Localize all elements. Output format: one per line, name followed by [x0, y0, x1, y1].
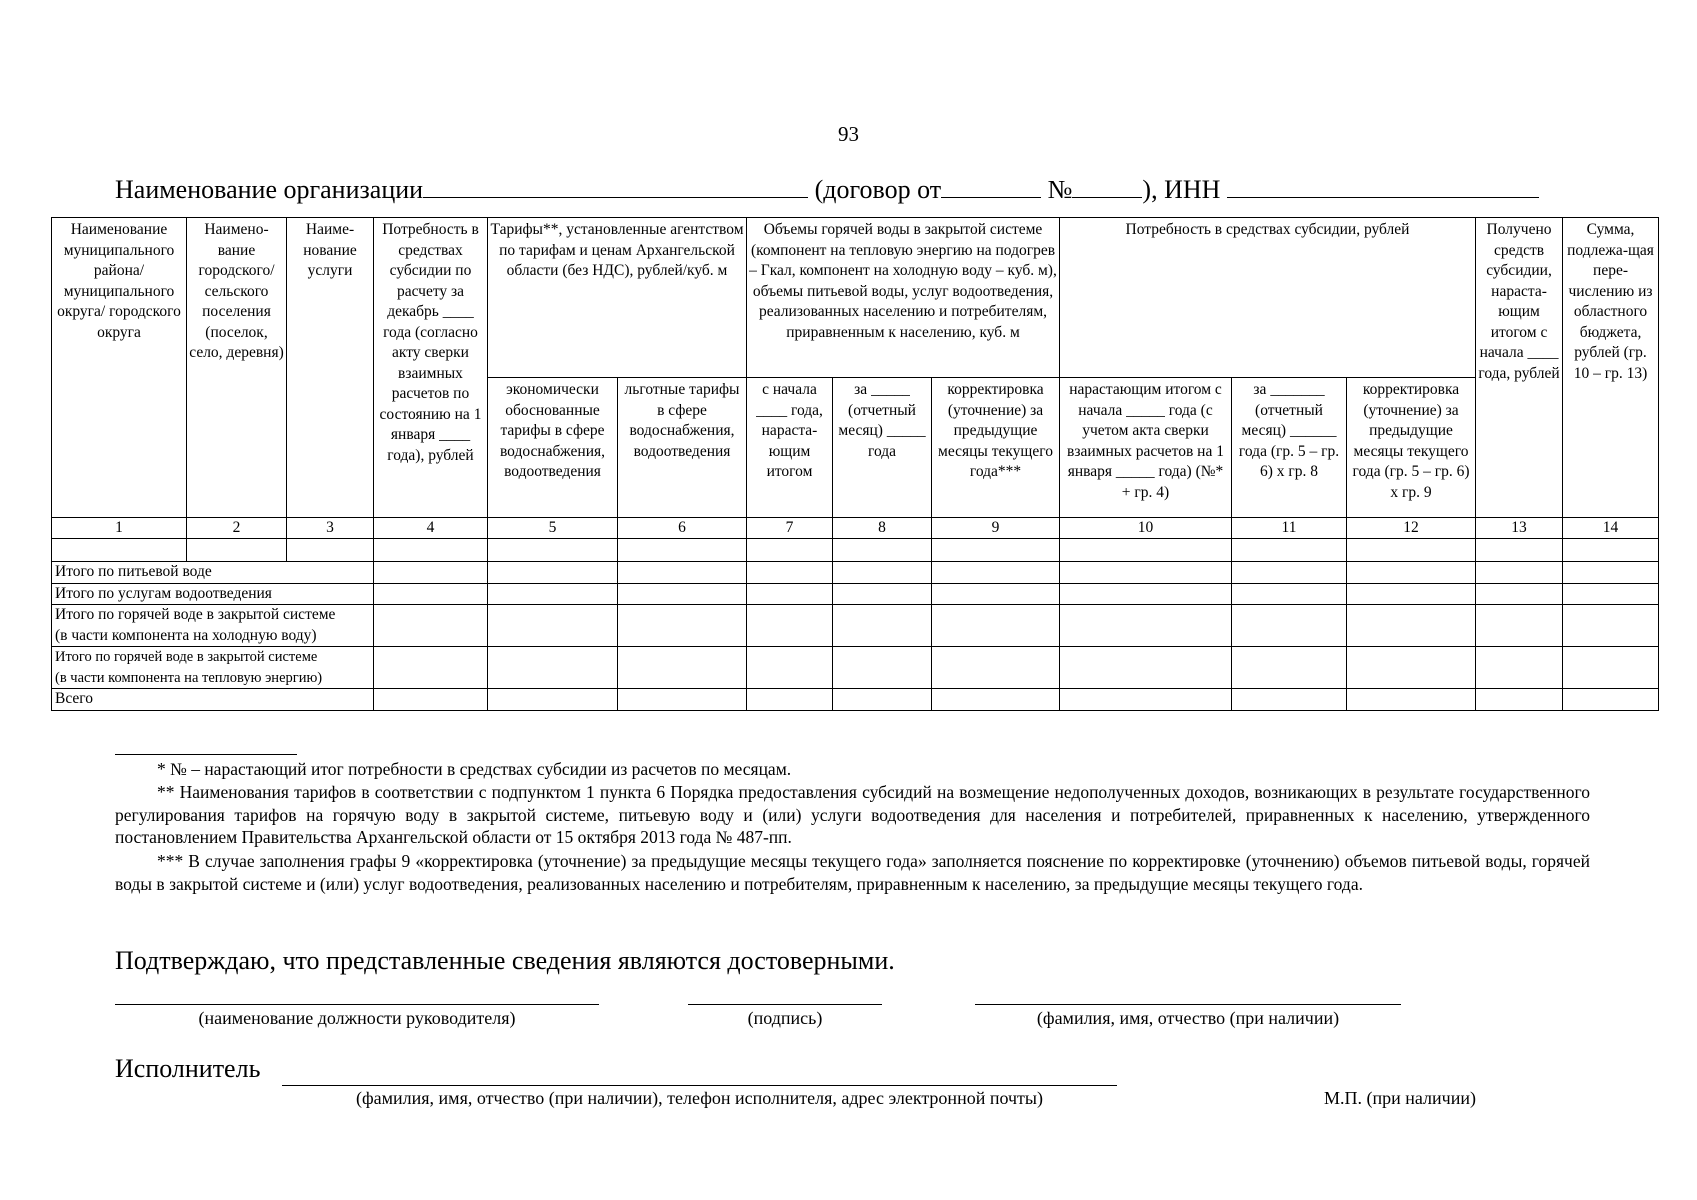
footnote-1	[115, 758, 1590, 781]
table-cell[interactable]	[833, 562, 932, 584]
table-cell[interactable]	[1563, 647, 1659, 689]
contract-date-field[interactable]	[941, 173, 1041, 198]
col-number: 11	[1232, 518, 1347, 539]
table-cell[interactable]	[1347, 539, 1476, 562]
table-cell[interactable]	[1060, 562, 1232, 584]
header-col1: Наименование муниципального района/ муниципального округа/ городского округа	[52, 218, 187, 518]
table-cell[interactable]	[618, 647, 747, 689]
table-cell[interactable]	[1563, 689, 1659, 711]
table-cell[interactable]	[52, 539, 187, 562]
row-label-total: Всего	[52, 689, 374, 711]
table-cell[interactable]	[932, 647, 1060, 689]
col11-text-a: за	[1253, 381, 1267, 398]
table-cell[interactable]	[1060, 647, 1232, 689]
row-sewage	[52, 583, 1659, 605]
row-label-hot-water-heat	[52, 647, 374, 689]
table-cell[interactable]	[833, 605, 932, 647]
col-number: 7	[747, 518, 833, 539]
table-cell[interactable]	[1060, 583, 1232, 605]
header-col3: Наиме-нование услуги	[287, 218, 374, 518]
col-number: 10	[1060, 518, 1232, 539]
table-cell[interactable]	[1232, 605, 1347, 647]
col8-text-b: (отчетный месяц)	[838, 401, 916, 439]
row-label-line: Итого по горячей воде в закрытой системе	[55, 606, 336, 623]
table-cell[interactable]	[932, 562, 1060, 584]
fio-signature-line[interactable]	[975, 1004, 1401, 1005]
org-name-field[interactable]	[423, 173, 808, 198]
table-cell[interactable]	[1232, 689, 1347, 711]
footnote-1-text: * № – нарастающий итог потребности в средствах субсидии из расчетов по месяцам.	[157, 759, 792, 779]
header-col11: за _______ (отчетный месяц) ______ года (гр. 5 – гр. 6) х гр. 8	[1232, 378, 1347, 518]
table-cell[interactable]	[618, 539, 747, 562]
col-number: 14	[1563, 518, 1659, 539]
col4-text-a: Потребность в средствах субсидии по расчету за декабрь	[382, 221, 479, 320]
table-cell[interactable]	[374, 605, 488, 647]
col10-text-a: нарастающим итогом с начала	[1069, 381, 1222, 419]
contract-number-field[interactable]	[1072, 173, 1142, 198]
col-number: 4	[374, 518, 488, 539]
table-cell[interactable]	[1232, 562, 1347, 584]
col-number: 2	[187, 518, 287, 539]
table-cell[interactable]	[1347, 605, 1476, 647]
column-number-row	[52, 518, 1659, 539]
sign-signature-line[interactable]	[688, 1004, 882, 1005]
inn-field[interactable]	[1227, 173, 1539, 198]
subsidy-form-table	[51, 217, 1659, 711]
col8-text-a: за	[854, 381, 868, 398]
organization-header-line	[115, 173, 1539, 206]
table-cell[interactable]	[1563, 583, 1659, 605]
header-col4: Потребность в средствах субсидии по расчету за декабрь ____ года (согласно акту сверки взаимных расчетов по состоянию на 1 января ____ года), рублей	[374, 218, 488, 518]
table-cell[interactable]	[833, 583, 932, 605]
table-cell[interactable]	[618, 689, 747, 711]
footnote-3	[115, 850, 1590, 895]
contract-number-label: №	[1047, 175, 1073, 204]
col-number: 8	[833, 518, 932, 539]
header-col9: корректировка (уточнение) за предыдущие месяцы текущего года***	[932, 378, 1060, 518]
inn-label: ), ИНН	[1142, 175, 1221, 204]
table-cell[interactable]	[374, 689, 488, 711]
row-label-line: (в части компонента на холодную воду)	[55, 626, 317, 644]
table-cell[interactable]	[747, 689, 833, 711]
col-number: 3	[287, 518, 374, 539]
position-signature-line[interactable]	[115, 1004, 599, 1005]
row-hot-water-heat-component	[52, 647, 1659, 689]
table-cell[interactable]	[187, 539, 287, 562]
table-cell[interactable]	[1347, 689, 1476, 711]
table-cell[interactable]	[932, 539, 1060, 562]
col7-text-a: с начала	[762, 381, 817, 398]
table-cell[interactable]	[1563, 605, 1659, 647]
table-cell[interactable]	[747, 605, 833, 647]
header-col8: за _____ (отчетный месяц) _____ года	[833, 378, 932, 518]
table-cell[interactable]	[488, 539, 618, 562]
table-cell[interactable]	[287, 539, 374, 562]
table-cell[interactable]	[374, 583, 488, 605]
table-cell[interactable]	[747, 583, 833, 605]
table-cell[interactable]	[1232, 583, 1347, 605]
page-number: 93	[838, 122, 859, 146]
table-cell[interactable]	[374, 647, 488, 689]
col-number: 12	[1347, 518, 1476, 539]
col13-text-a: Получено средств субсидии, нараста-ющим итогом с начала	[1479, 221, 1552, 361]
table-cell[interactable]	[488, 605, 618, 647]
table-cell[interactable]	[833, 539, 932, 562]
table-cell[interactable]	[1563, 539, 1659, 562]
table-cell[interactable]	[1476, 647, 1563, 689]
header-col10: нарастающим итогом с начала _____ года (с учетом акта сверки взаимных расчетов на 1 января _____ года) (№* + гр. 4)	[1060, 378, 1232, 518]
row-label-sewage: Итого по услугам водоотведения	[52, 583, 374, 605]
table-cell[interactable]	[1060, 605, 1232, 647]
data-entry-row	[52, 539, 1659, 562]
row-label-hot-water-cold	[52, 605, 374, 647]
table-cell[interactable]	[932, 605, 1060, 647]
table-cell[interactable]	[1476, 562, 1563, 584]
table-cell[interactable]	[1563, 562, 1659, 584]
col-number: 6	[618, 518, 747, 539]
row-label-line: Итого по горячей воде в закрытой системе	[55, 649, 318, 665]
row-total	[52, 689, 1659, 711]
table-cell[interactable]	[374, 539, 488, 562]
table-cell[interactable]	[833, 689, 932, 711]
table-cell[interactable]	[618, 583, 747, 605]
table-cell[interactable]	[1476, 583, 1563, 605]
row-drinking-water	[52, 562, 1659, 584]
col7-text-b: года, нараста-ющим итогом	[761, 401, 823, 480]
header-tariffs-group: Тарифы**, установленные агентством по тарифам и ценам Архангельской области (без НДС), рублей/куб. м	[488, 218, 747, 378]
footnote-divider	[115, 754, 297, 755]
header-col13: Получено средств субсидии, нараста-ющим итогом с начала ____ года, рублей	[1476, 218, 1563, 518]
table-cell[interactable]	[618, 562, 747, 584]
footnote-3-text: *** В случае заполнения графы 9 «корректировка (уточнение) за предыдущие месяцы текущего года» заполняется пояснение по корректировке (уточнению) объемов питьевой воды, горячей воды в закрытой системе и (или) услуг водоотведения, реализованных населению и потребителям, приравненным к населению, за предыдущие месяцы текущего года.	[115, 851, 1590, 894]
executor-line[interactable]	[282, 1085, 1117, 1086]
table-cell[interactable]	[618, 605, 747, 647]
table-cell[interactable]	[1347, 562, 1476, 584]
header-col6: льготные тарифы в сфере водоснабжения, водоотведения	[618, 378, 747, 518]
header-col5: экономически обоснованные тарифы в сфере водоснабжения, водоотведения	[488, 378, 618, 518]
col4-text-c: года), рублей	[387, 446, 474, 464]
table-cell[interactable]	[1347, 647, 1476, 689]
executor-label: Исполнитель	[115, 1054, 261, 1083]
stamp-label: М.П. (при наличии)	[1324, 1088, 1476, 1108]
confirmation-statement: Подтверждаю, что представленные сведения являются достоверными.	[115, 946, 895, 975]
header-col2: Наимено-вание городского/ сельского поселения (поселок, село, деревня)	[187, 218, 287, 518]
table-cell[interactable]	[1060, 539, 1232, 562]
col10-text-b: года (с учетом акта сверки взаимных расчетов на 1 января	[1067, 401, 1224, 480]
col11-text-b: (отчетный месяц)	[1241, 401, 1323, 439]
table-cell[interactable]	[488, 583, 618, 605]
table-cell[interactable]	[1347, 583, 1476, 605]
table-cell[interactable]	[932, 583, 1060, 605]
col4-text-b: года (согласно акту сверки взаимных расчетов по состоянию на 1 января	[379, 323, 482, 443]
fio-label: (фамилия, имя, отчество (при наличии)	[1036, 1008, 1340, 1028]
footnote-2	[115, 781, 1590, 849]
table-cell[interactable]	[374, 562, 488, 584]
col-number: 13	[1476, 518, 1563, 539]
header-col14: Сумма, подлежа-щая пере-числению из областного бюджета, рублей (гр. 10 – гр. 13)	[1563, 218, 1659, 518]
header-col12: корректировка (уточнение) за предыдущие месяцы текущего года (гр. 5 – гр. 6) х гр. 9	[1347, 378, 1476, 518]
table-cell[interactable]	[1232, 647, 1347, 689]
table-cell[interactable]	[1060, 689, 1232, 711]
row-hot-water-cold-component	[52, 605, 1659, 647]
table-cell[interactable]	[747, 539, 833, 562]
table-cell[interactable]	[932, 689, 1060, 711]
position-label: (наименование должности руководителя)	[198, 1008, 516, 1028]
col-number: 5	[488, 518, 618, 539]
col-number: 9	[932, 518, 1060, 539]
org-name-label: Наименование организации	[115, 175, 424, 204]
table-cell[interactable]	[747, 647, 833, 689]
sign-label: (подпись)	[747, 1008, 823, 1028]
header-volumes-group: Объемы горячей воды в закрытой системе (компонент на тепловую энергию на подогрев – Гкал, компонент на холодную воду – куб. м), объемы питьевой воды, услуг водоотведения, реализованных населению и потребителям, приравненным к населению, куб. м	[747, 218, 1060, 378]
table-cell[interactable]	[488, 689, 618, 711]
col8-text-c: года	[867, 442, 897, 460]
executor-hint: (фамилия, имя, отчество (при наличии), телефон исполнителя, адрес электронной почты)	[355, 1088, 1044, 1108]
header-row-1	[52, 218, 1659, 378]
contract-date-label: (договор от	[814, 175, 942, 204]
table-cell[interactable]	[833, 647, 932, 689]
table-cell[interactable]	[488, 647, 618, 689]
table-cell[interactable]	[1476, 689, 1563, 711]
table-cell[interactable]	[747, 562, 833, 584]
table-cell[interactable]	[1476, 539, 1563, 562]
row-label-drinking-water: Итого по питьевой воде	[52, 562, 374, 584]
table-cell[interactable]	[1476, 605, 1563, 647]
header-col7: с начала ____ года, нараста-ющим итогом	[747, 378, 833, 518]
col11-text-c: года (гр. 5 – гр. 6) х гр. 8	[1238, 442, 1340, 480]
header-subsidy-group: Потребность в средствах субсидии, рублей	[1060, 218, 1476, 378]
table-cell[interactable]	[488, 562, 618, 584]
col13-text-b: года, рублей	[1478, 364, 1560, 382]
col-number: 1	[52, 518, 187, 539]
row-label-line: (в части компонента на тепловую энергию)	[55, 669, 323, 686]
footnote-2-text: ** Наименования тарифов в соответствии с подпунктом 1 пункта 6 Порядка предоставления субсидий на возмещение недополученных доходов, возникающих в результате государственного регулирования тарифов на горячую воду в закрытой системе, питьевую воду и (или) услуги водоотведения для населения и потребителей, приравненных к населению, утвержденного постановлением Правительства Архангельской области от 15 октября 2013 года № 487-пп.	[115, 782, 1590, 848]
table-cell[interactable]	[1232, 539, 1347, 562]
col10-text-c: года) (№* + гр. 4)	[1121, 463, 1224, 501]
